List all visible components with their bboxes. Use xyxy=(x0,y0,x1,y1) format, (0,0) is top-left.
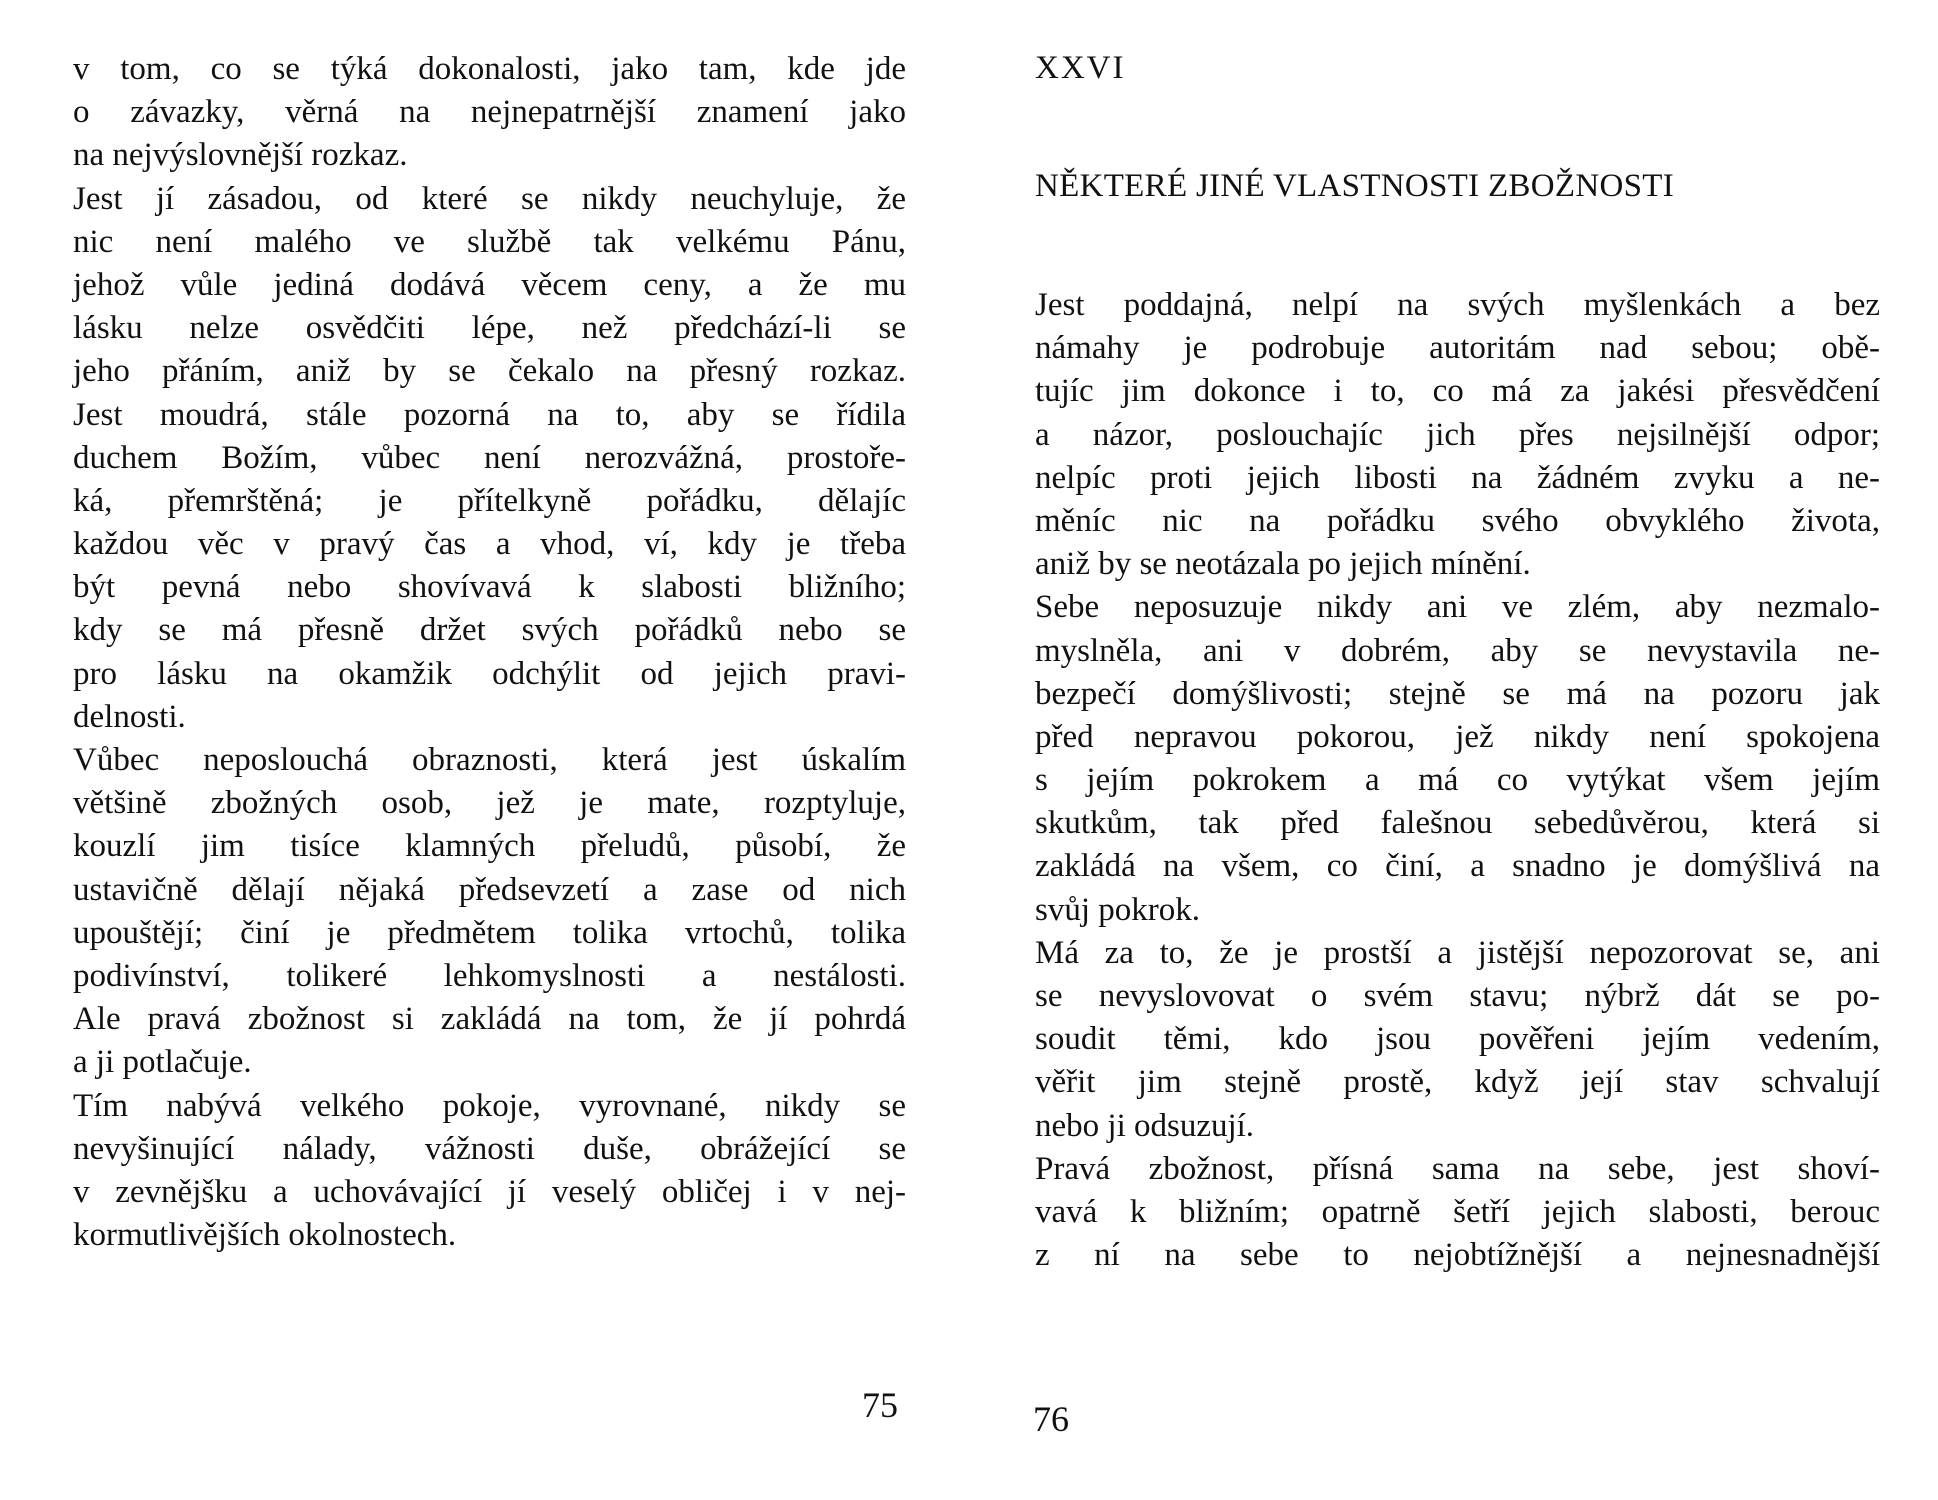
text-line: o závazky, věrná na nejnepatrnější znamení jako xyxy=(73,94,906,131)
text-line: se nevyslovovat o svém stavu; nýbrž dát se po- xyxy=(1035,978,1880,1014)
chapter-number: XXVI xyxy=(1035,50,1126,86)
text-line: v tom, co se týká dokonalosti, jako tam, kde jde xyxy=(73,51,906,87)
text-line: podivínství, tolikeré lehkomyslnosti a nestálosti. xyxy=(73,957,906,994)
text-line: Vůbec neposlouchá obraznosti, která jest úskalím xyxy=(73,742,906,778)
text-line: tujíc jim dokonce i to, co má za jakési přesvědčení xyxy=(1035,373,1880,410)
text-line: kdy se má přesně držet svých pořádků nebo se xyxy=(73,612,906,649)
text-line: delnosti. xyxy=(73,698,186,735)
text-line: svůj pokrok. xyxy=(1035,891,1200,928)
text-line: Tím nabývá velkého pokoje, vyrovnané, nikdy se xyxy=(73,1087,906,1124)
text-line: s jejím pokrokem a má co vytýkat všem jejím xyxy=(1035,762,1880,799)
text-line: a názor, poslouchajíc jich přes nejsilnější odpor; xyxy=(1035,416,1880,453)
text-line: Pravá zbožnost, přísná sama na sebe, jest shoví- xyxy=(1035,1150,1880,1187)
text-line: nevyšinující nálady, vážnosti duše, obrážející se xyxy=(73,1130,906,1167)
text-line: Sebe neposuzuje nikdy ani ve zlém, aby nezmalo- xyxy=(1035,589,1880,626)
text-line: Ale pravá zbožnost si zakládá na tom, že jí pohrdá xyxy=(73,1001,906,1038)
text-line: Jest moudrá, stále pozorná na to, aby se řídila xyxy=(73,396,906,433)
text-line: Jest poddajná, nelpí na svých myšlenkách a bez xyxy=(1035,287,1880,323)
right-page-body xyxy=(1035,284,1880,1277)
chapter-title: NĚKTERÉ JINÉ VLASTNOSTI ZBOŽNOSTI xyxy=(1035,168,1674,204)
page-number-right: 76 xyxy=(1033,1399,1069,1439)
text-line: soudit těmi, kdo jsou pověřeni jejím vedením, xyxy=(1035,1021,1880,1058)
text-line: aniž by se neotázala po jejich mínění. xyxy=(1035,546,1531,583)
text-line: pro lásku na okamžik odchýlit od jejich pravi- xyxy=(73,655,906,692)
text-line: na nejvýslovnější rozkaz. xyxy=(73,137,408,174)
text-line: skutkům, tak před falešnou sebedůvěrou, která si xyxy=(1035,805,1880,842)
text-line: upouštějí; činí je předmětem tolika vrtochů, tolika xyxy=(73,914,906,951)
right-page xyxy=(1035,0,1880,1500)
text-line: jeho přáním, aniž by se čekalo na přesný rozkaz. xyxy=(73,353,906,390)
text-line: bezpečí domýšlivosti; stejně se má na pozoru jak xyxy=(1035,675,1880,712)
text-line: nic není malého ve službě tak velkému Pánu, xyxy=(73,223,906,260)
text-line: kouzlí jim tisíce klamných přeludů, působí, že xyxy=(73,828,906,865)
text-line: lásku nelze osvědčiti lépe, než předchází-li se xyxy=(73,310,906,347)
text-line: ustavičně dělají nějaká předsevzetí a zase od nich xyxy=(73,871,906,908)
text-line: nebo ji odsuzují. xyxy=(1035,1107,1255,1144)
text-line: být pevná nebo shovívavá k slabosti bližního; xyxy=(73,569,906,606)
text-line: věřit jim stejně prostě, když její stav schvalují xyxy=(1035,1064,1880,1101)
text-line: námahy je podrobuje autoritám nad sebou; obě- xyxy=(1035,330,1880,367)
text-line: a ji potlačuje. xyxy=(73,1044,252,1081)
text-line: vavá k bližním; opatrně šetří jejich slabosti, berouc xyxy=(1035,1193,1880,1230)
text-line: duchem Božím, vůbec není nerozvážná, prostoře- xyxy=(73,439,906,476)
text-line: jehož vůle jediná dodává věcem ceny, a že mu xyxy=(73,266,906,303)
text-line: v zevnějšku a uchovávající jí veselý obličej i v nej- xyxy=(73,1173,906,1210)
text-line: ká, přemrštěná; je přítelkyně pořádku, dělajíc xyxy=(73,482,906,519)
text-line: před nepravou pokorou, jež nikdy není spokojena xyxy=(1035,718,1880,755)
text-line: měníc nic na pořádku svého obvyklého života, xyxy=(1035,502,1880,539)
page-number-left: 75 xyxy=(862,1385,898,1425)
text-line: každou věc v pravý čas a vhod, ví, kdy je třeba xyxy=(73,526,906,563)
text-line: nelpíc proti jejich libosti na žádném zvyku a ne- xyxy=(1035,459,1880,496)
text-line: Má za to, že je prostší a jistější nepozorovat se, ani xyxy=(1035,934,1880,971)
left-page-body xyxy=(73,48,906,1257)
text-line: z ní na sebe to nejobtížnější a nejnesnadnější xyxy=(1035,1237,1880,1274)
text-line: většině zbožných osob, jež je mate, rozptyluje, xyxy=(73,785,906,822)
text-line: Jest jí zásadou, od které se nikdy neuchyluje, že xyxy=(73,180,906,217)
left-page xyxy=(73,0,906,1500)
text-line: zakládá na všem, co činí, a snadno je domýšlivá na xyxy=(1035,848,1880,885)
text-line: kormutlivějších okolnostech. xyxy=(73,1217,457,1254)
text-line: myslněla, ani v dobrém, aby se nevystavila ne- xyxy=(1035,632,1880,669)
